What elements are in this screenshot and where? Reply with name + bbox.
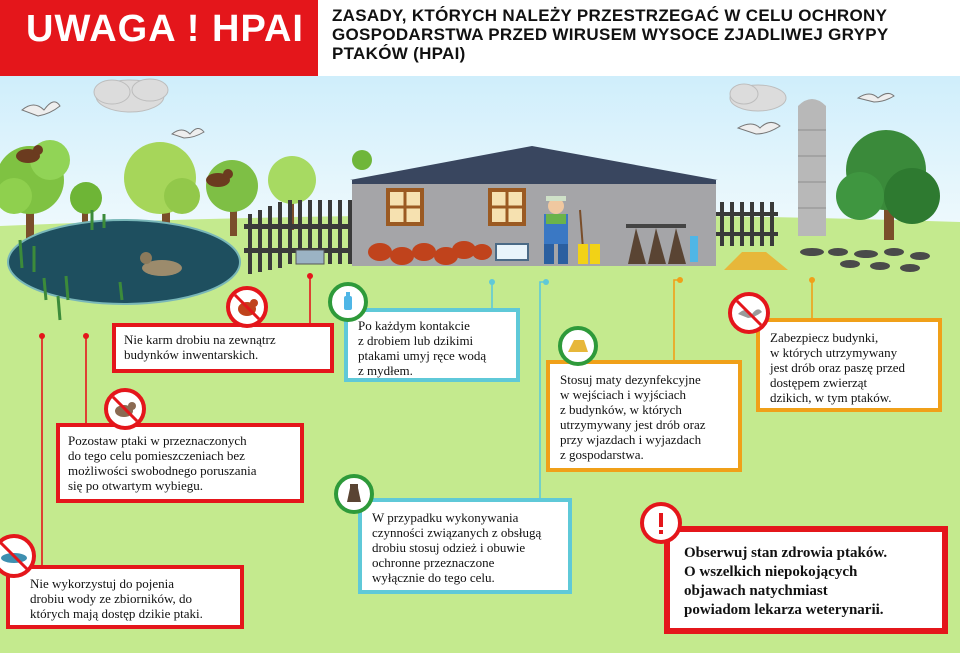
no-free-range-icon [104,388,146,430]
rule-text: Nie wykorzystuj do pojenia drobiu wody ze zbiorników, do których mają dostęp dzikie ptaki. [30,576,203,621]
rule-secure-buildings [756,318,942,412]
hand-wash-icon [328,282,368,322]
rule-text: Zabezpiecz budynki, w których utrzymywany jest drób oraz paszę przed dostępem zwierząt dzikich, w tym ptaków. [770,330,905,405]
no-water-icon [0,534,36,578]
rule-protective-clothing [358,498,572,594]
rule-text: Nie karm drobiu na zewnątrz budynków inwentarskich. [124,332,276,362]
rule-text: Obserwuj stan zdrowia ptaków. O wszelkich niepokojących objawach natychmiast powiadom lekarza weterynarii. [684,545,888,618]
hpai-warning-badge [0,0,318,76]
rule-wash-hands [344,308,520,382]
disinfection-mat-icon [558,326,598,366]
rule-text: Pozostaw ptaki w przeznaczonych do tego celu pomieszczeniach bez możliwości swobodnego poruszania się po otwartym wybiegu. [68,433,257,493]
water-tray-icon [496,244,528,260]
feeder-icon [296,250,324,264]
rule-disinfection-mats [546,360,742,472]
protective-clothing-icon [334,474,374,514]
no-feeding-icon [226,286,268,328]
rule-text: W przypadku wykonywania czynności związanych z obsługą drobiu stosuj odzież i obuwie ochronne przeznaczone wyłącznie do tego celu. [372,510,542,585]
rule-observe-health [664,526,948,634]
silo-icon [798,99,826,236]
rule-no-outdoor-feeding [112,323,334,373]
rule-text: Po każdym kontakcie z drobiem lub dzikimi ptakami umyj ręce wodą z mydłem. [358,318,487,378]
rule-text: Stosuj maty dezynfekcyjne w wejściach i wyjściach z budynków, w których utrzymywany jest drób oraz przy wjazdach i wyjazdach z gospodarstwa. [560,372,706,462]
badge-text: UWAGA ! HPAI [26,8,304,50]
rule-keep-birds-indoors [56,423,304,503]
page-title: ZASADY, KTÓRYCH NALEŻY PRZESTRZEGAĆ W CELU OCHRONY GOSPODARSTWA PRZED WIRUSEM WYSOCE ZJADLIWEJ GRYPY PTAKÓW (HPAI) [332,6,889,63]
rule-no-wild-water [6,565,244,629]
no-wild-birds-icon [728,292,770,334]
warning-icon [640,502,682,544]
